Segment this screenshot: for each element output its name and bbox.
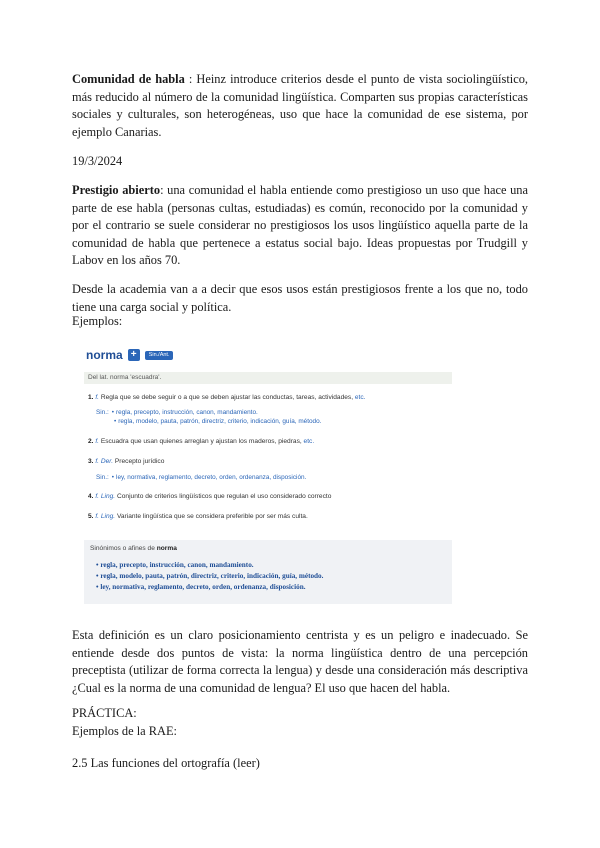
synonyms-box-item: • ley, normativa, reglamento, decreto, orden, ordenanza, disposición. bbox=[96, 583, 306, 591]
ejemplos-label: Ejemplos: bbox=[72, 314, 123, 328]
definition-number: 2. bbox=[88, 438, 94, 445]
definition-text: Variante lingüística que se considera preferible por ser más culta. bbox=[115, 513, 308, 520]
definition-5 bbox=[88, 513, 448, 520]
synonyms-def-1 bbox=[96, 408, 321, 426]
synonyms-box-word: norma bbox=[156, 545, 177, 552]
paragraph-prestigio-abierto bbox=[72, 182, 528, 270]
synonyms-label: Sin.: bbox=[96, 409, 109, 416]
synonyms-box-list bbox=[96, 560, 323, 593]
term-prestigio-abierto: Prestigio abierto bbox=[72, 183, 161, 197]
definition-text: Precepto jurídico bbox=[113, 458, 165, 465]
etymology: Del lat. norma 'escuadra'. bbox=[84, 372, 452, 384]
definition-abbr: f. bbox=[95, 394, 100, 401]
practica-heading: PRÁCTICA: bbox=[72, 706, 137, 720]
definition-text: Conjunto de criterios lingüísticos que regulan el uso considerado correcto bbox=[115, 493, 332, 500]
dictionary-word: norma bbox=[86, 348, 123, 362]
synonyms-box-item-text: regla, modelo, pauta, patrón, directriz, criterio, indicación, guía, método. bbox=[100, 572, 324, 580]
dictionary-entry-image bbox=[84, 346, 452, 608]
bullet-icon: • bbox=[111, 409, 115, 416]
paragraph-comunidad-de-habla bbox=[72, 71, 528, 141]
definition-number: 3. bbox=[88, 458, 94, 465]
synonyms-label: Sin.: bbox=[96, 474, 109, 481]
plus-icon: + bbox=[128, 349, 140, 361]
synonyms-box bbox=[84, 540, 452, 604]
prestigio-text: : una comunidad el habla entiende como prestigioso un uso que hace una parte de ese habla (personas cultas, estudiadas) es común, reconocido por la comunidad y por el contrario se suele considerar no prestigiosos los usos lingüístico aquella parte de la comunidad de habla que pertenece a estatus social bajo. Ideas propuestas por Trudgill y Labov en los años 70. bbox=[72, 183, 529, 268]
definition-text: Regla que se debe seguir o a que se deben ajustar las conductas, tareas, actividades, bbox=[99, 394, 355, 401]
definition-number: 4. bbox=[88, 493, 94, 500]
synonyms-button: Sin./Ant. bbox=[145, 351, 174, 360]
etc-link: etc. bbox=[354, 394, 366, 401]
definition-1 bbox=[88, 394, 448, 401]
synonyms-box-item-text: regla, precepto, instrucción, canon, mandamiento. bbox=[100, 561, 254, 569]
comunidad-text: : Heinz introduce criterios desde el punto de vista sociolingüístico, más reducido al número de la comunidad lingüística. Comparten sus propias características sociales y culturales, son heterogéneas, uso que hace la comunidad de ese sistema, por ejemplo Canarias. bbox=[72, 72, 529, 139]
etc-link: etc. bbox=[303, 438, 315, 445]
date-line: 19/3/2024 bbox=[72, 154, 123, 168]
definition-3 bbox=[88, 458, 448, 465]
definition-number: 1. bbox=[88, 394, 94, 401]
synonyms-box-item-text: ley, normativa, reglamento, decreto, orden, ordenanza, disposición. bbox=[100, 583, 306, 591]
synonyms-box-item: • regla, modelo, pauta, patrón, directriz, criterio, indicación, guía, método. bbox=[96, 572, 324, 580]
bullet-icon: • bbox=[114, 418, 117, 425]
definition-abbr: f. bbox=[95, 438, 100, 445]
bullet-icon: • bbox=[111, 474, 115, 481]
paragraph-definicion: Esta definición es un claro posicionamiento centrista y es un peligro e inadecuado. Se entiende desde dos puntos de vista: la norma lingüística dentro de una percepción preceptista (utilizar de forma correcta la lengua) y desde una consideración más descriptiva ¿Cual es la norma de una comunidad de lengua? El uso que hacen del habla. bbox=[72, 628, 528, 695]
ejemplos-rae-line: Ejemplos de la RAE: bbox=[72, 724, 177, 738]
definition-abbr: f. Ling. bbox=[95, 493, 116, 500]
synonym-list: ley, normativa, reglamento, decreto, orden, ordenanza, disposición. bbox=[116, 474, 307, 481]
definition-text: Escuadra que usan quienes arreglan y ajustan los maderos, piedras, bbox=[99, 438, 304, 445]
funciones-line: 2.5 Las funciones del ortografía (leer) bbox=[72, 756, 260, 770]
synonym-list: regla, modelo, pauta, patrón, directriz, criterio, indicación, guía, método. bbox=[118, 418, 322, 425]
synonyms-box-title bbox=[90, 545, 177, 552]
paragraph-academia: Desde la academia van a a decir que esos usos están prestigiosos frente a los que no, todo tiene una carga social y política. bbox=[72, 282, 528, 314]
term-comunidad-de-habla: Comunidad de habla bbox=[72, 72, 185, 86]
definition-4 bbox=[88, 493, 448, 500]
dictionary-header bbox=[86, 348, 173, 362]
definition-abbr: f. Der. bbox=[95, 458, 114, 465]
definition-abbr: f. Ling. bbox=[95, 513, 116, 520]
synonym-list: regla, precepto, instrucción, canon, mandamiento. bbox=[116, 409, 258, 416]
synonyms-def-3 bbox=[96, 473, 306, 482]
definition-number: 5. bbox=[88, 513, 94, 520]
definition-2 bbox=[88, 438, 448, 445]
synonyms-box-item: • regla, precepto, instrucción, canon, mandamiento. bbox=[96, 561, 254, 569]
synonyms-box-title-text: Sinónimos o afines de bbox=[90, 545, 157, 552]
